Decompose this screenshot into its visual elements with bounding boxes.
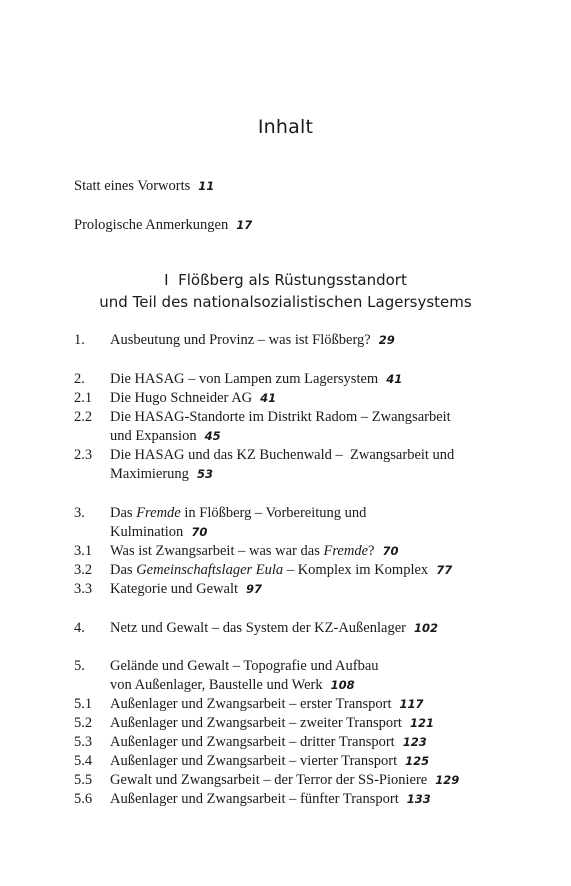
toc-entry-title-cont: von Außenlager, Baustelle und Werk bbox=[110, 677, 323, 693]
toc-page-number: 29 bbox=[378, 333, 395, 347]
toc-front-entry bbox=[74, 217, 252, 234]
toc-entry-number: 2.1 bbox=[74, 390, 93, 406]
toc-entry-title: Außenlager und Zwangsarbeit – vierter Transport bbox=[110, 753, 398, 769]
toc-entry-title: Prologische Anmerkungen bbox=[74, 217, 229, 233]
toc-page-number: 53 bbox=[196, 467, 213, 481]
toc-entry-title-suffix: in Flößberg – Vorbereitung und bbox=[180, 505, 367, 521]
toc-entry-number: 4. bbox=[74, 620, 85, 636]
toc-entry-title: Außenlager und Zwangsarbeit – fünfter Transport bbox=[110, 791, 399, 807]
toc-page-number: 45 bbox=[204, 429, 221, 443]
toc-entry-title: Die HASAG und das KZ Buchenwald – Zwangsarbeit und bbox=[110, 447, 455, 463]
toc-page-number: 17 bbox=[236, 218, 253, 232]
toc-entry-title: Statt eines Vorworts bbox=[74, 178, 191, 194]
toc-page-number: 77 bbox=[436, 563, 453, 577]
toc-page-number: 11 bbox=[198, 179, 215, 193]
toc-page-number: 70 bbox=[382, 544, 399, 558]
toc-entry-number: 5.2 bbox=[74, 715, 93, 731]
toc-entry-number: 3. bbox=[74, 505, 85, 521]
toc-entry-title: Kategorie und Gewalt bbox=[110, 581, 239, 597]
toc-entry-title: Gelände und Gewalt – Topografie und Aufbau bbox=[110, 658, 379, 674]
toc-entry-number: 2.3 bbox=[74, 447, 93, 463]
toc-entry-title-cont: Kulmination bbox=[110, 524, 184, 540]
toc-entry-title-italic: Fremde bbox=[136, 505, 181, 521]
toc-page-number: 129 bbox=[435, 773, 460, 787]
toc-page-number: 123 bbox=[402, 735, 427, 749]
toc-page-number: 117 bbox=[399, 697, 424, 711]
toc-page-number: 97 bbox=[246, 582, 263, 596]
toc-entry-number: 5.3 bbox=[74, 734, 93, 750]
toc-entry-number: 1. bbox=[74, 332, 85, 348]
toc-page-number: 108 bbox=[330, 678, 355, 692]
toc-entry-title: Netz und Gewalt – das System der KZ-Außenlager bbox=[110, 620, 406, 636]
section-heading-line-2: und Teil des nationalsozialistischen Lagersystems bbox=[99, 293, 472, 311]
toc-entry-title: Außenlager und Zwangsarbeit – zweiter Transport bbox=[110, 715, 402, 731]
toc-page-number: 41 bbox=[386, 372, 403, 386]
toc-page-number: 41 bbox=[260, 391, 277, 405]
toc-page-number: 125 bbox=[405, 754, 430, 768]
toc-entry-number: 5.4 bbox=[74, 753, 93, 769]
toc-entry-number: 3.1 bbox=[74, 543, 93, 559]
toc-entry-title-italic: Gemeinschaftslager Eula bbox=[136, 562, 284, 578]
page-title: Inhalt bbox=[257, 116, 314, 138]
toc-page-number: 133 bbox=[406, 792, 431, 806]
toc-entry-title-prefix: Was ist Zwangsarbeit – was war das bbox=[110, 543, 324, 559]
toc-entry-number: 3.2 bbox=[74, 562, 93, 578]
toc-front-entry bbox=[74, 178, 214, 195]
toc-entry-title: Die HASAG – von Lampen zum Lagersystem bbox=[110, 371, 379, 387]
toc-entry-title: Außenlager und Zwangsarbeit – dritter Transport bbox=[110, 734, 395, 750]
toc-entry-title-cont: und Expansion bbox=[110, 428, 197, 444]
toc-entry-number: 2.2 bbox=[74, 409, 93, 425]
toc-entry-title: Ausbeutung und Provinz – was ist Flößberg? bbox=[110, 332, 371, 348]
toc-entry-number: 3.3 bbox=[74, 581, 93, 597]
toc-entry-title-italic: Fremde bbox=[323, 543, 369, 559]
toc-entry-number: 5.6 bbox=[74, 791, 93, 807]
toc-page-number: 70 bbox=[191, 525, 208, 539]
toc-page-number: 121 bbox=[409, 716, 434, 730]
toc-entry-title-cont: Maximierung bbox=[110, 466, 189, 482]
toc-entry-title: Die Hugo Schneider AG bbox=[110, 390, 253, 406]
toc-entry-number: 5. bbox=[74, 658, 85, 674]
toc-entry-title: Außenlager und Zwangsarbeit – erster Transport bbox=[110, 696, 392, 712]
toc-entry-number: 5.5 bbox=[74, 772, 93, 788]
toc-entry-title-prefix: Das bbox=[110, 505, 137, 521]
toc-page-number: 102 bbox=[413, 621, 438, 635]
section-heading bbox=[0, 269, 571, 313]
section-heading-line-1: I Flößberg als Rüstungsstandort bbox=[164, 271, 407, 289]
toc-entry-number: 2. bbox=[74, 371, 85, 387]
toc-entry-title: Die HASAG-Standorte im Distrikt Radom – Zwangsarbeit bbox=[110, 409, 451, 425]
toc-entry-number: 5.1 bbox=[74, 696, 93, 712]
toc-entry-title: Gewalt und Zwangsarbeit – der Terror der SS-Pioniere bbox=[110, 772, 428, 788]
